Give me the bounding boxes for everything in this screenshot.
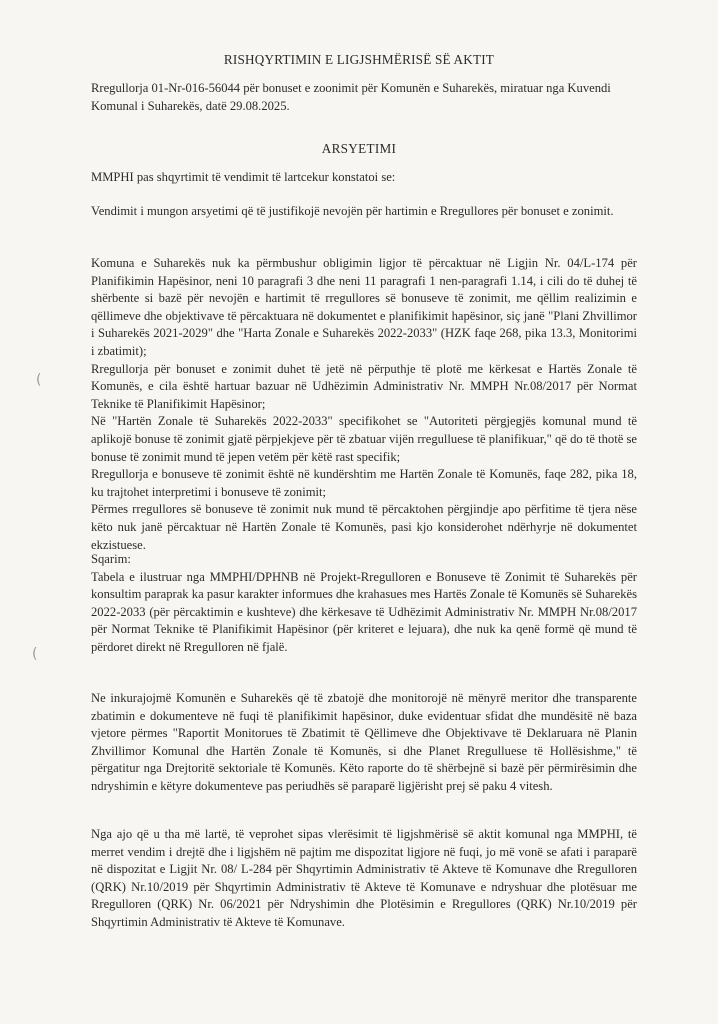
encouragement-text: Ne inkurajojmë Komunën e Suharekës që të zbatojë dhe monitorojë në mënyrë meritor dhe transparente zbatimin e dokumenteve në fuqi të planifikimit hapësinor, duke evidentuar sfidat dhe mundësitë në baza vjetore përmes "Raportit Monitorues të Zbatimit të Qëllimeve dhe Objektivave të Deklaruara në Planin Zhvillimor Komunal dhe Hartën Zonale të Komunës, si dhe Planet Rregulluese të Hollësishme," të përgatitur nga Drejtoritë sektoriale të Komunës. Këto raporte do të shërbejnë si bazë për përmirësimin dhe ndryshimin e këtyre dokumenteve pas periudhës së paraparë ligjërisht prej së paku 4 vitesh. (91, 691, 637, 793)
finding-item: Rregullorja e bonuseve të zonimit është në kundërshtim me Hartën Zonale të Komunës, faqe 282, pika 18, ku trajtohet interpretimi i bonuseve të zonimit; (91, 467, 637, 499)
margin-mark: ( (36, 372, 42, 388)
finding-item: Përmes rregullores së bonuseve të zonimit nuk mund të përcaktohen përgjindje apo përfitime të tjera nëse këto nuk janë përcaktuar në Hartën Zonale të Komunës, pasi kjo konsiderohet ndërhyrje në dokumentet ekzistuese. (91, 502, 637, 552)
clarification-label: Sqarim: (91, 552, 131, 566)
document-title: RISHQYRTIMIN E LIGJSHMËRISË SË AKTIT (223, 52, 495, 67)
statement-text: MMPHI pas shqyrtimit të vendimit të lartcekur konstatoi se: (91, 170, 396, 184)
findings-block (91, 255, 637, 554)
finding-paragraph (91, 203, 637, 221)
finding-item: Rregullorja për bonuset e zonimit duhet të jetë në përputhje të plotë me kërkesat e Hartës Zonale të Komunës, e cila është hartuar bazuar në Udhëzimin Administrativ Nr. MMPH Nr.08/2017 për Normat Teknike të Planifikimit Hapësinor; (91, 361, 637, 411)
intro-paragraph (91, 80, 637, 115)
clarification-block (91, 551, 637, 657)
section-heading: ARSYETIMI (321, 141, 397, 156)
clarification-text: Tabela e ilustruar nga MMPHI/DPHNB në Projekt-Rregulloren e Bonuseve të Zonimit të Suharekës për konsultim paraprak ka pasur karakter informues dhe krahasues mes Hartës Zonale të Komunës së Suharekës 2022-2033 (për përcaktimin e kushteve) dhe kërkesave të Udhëzimit Administrativ Nr. MMPH Nr.08/2017 për Normat Teknike të Planifikimit Hapësinor (për kriteret e lejuara), dhe nuk ka qenë formë që mund të përdoret direkt në Rregulloren në fjalë. (91, 569, 637, 654)
encouragement-paragraph (91, 690, 637, 796)
statement-paragraph (91, 169, 637, 187)
finding-item: Në "Hartën Zonale të Suharekës 2022-2033" specifikohet se "Autoriteti përgjegjës komunal mund të aplikojë bonuse të zonimit gjatë përpjekjeve për të zbatuar vijën rregulluese të planifikuar," që do të thotë se bonuse të zonimit mund të jepen vetëm për këtë rast specifik; (91, 414, 637, 464)
margin-mark: ( (32, 646, 38, 662)
intro-text: Rregullorja 01-Nr-016-56044 për bonuset e zoonimit për Komunën e Suharekës, miratuar nga Kuvendi Komunal i Suharekës, datë 29.08.2025. (91, 81, 611, 113)
conclusion-paragraph (91, 826, 637, 932)
finding-item: Komuna e Suharekës nuk ka përmbushur obligimin ligjor të përcaktuar në Ligjin Nr. 04/L-174 për Planifikimin Hapësinor, neni 10 paragrafi 3 dhe neni 11 paragrafi 1 nen-paragrafi 1.14, i cili do të duhej të shërbente si bazë për nevojën e hartimit të rregullores së bonuseve të zonimit, me qëllim realizimin e qëllimeve dhe objektivave të përcaktuara në dokumentet e planifikimit hapësinor, siç janë "Plani Zhvillimor i Suharekës 2021-2029" dhe "Harta Zonale e Suharekës 2022-2033" (HZK faqe 268, pika 13.3, Monitorimi i zbatimit); (91, 256, 637, 358)
conclusion-text: Nga ajo që u tha më lartë, të veprohet sipas vlerësimit të ligjshmërisë së aktit komunal nga MMPHI, të merret vendim i drejtë dhe i ligjshëm në pajtim me dispozitat ligjore në fuqi, jo më vonë se afati i paraparë në dispozitat e Ligjit Nr. 08/ L-284 për Shqyrtimin Administrativ të Akteve të Komunave dhe Rregulloren (QRK) Nr.10/2019 për Shqyrtimin Administrativ të Akteve të Komunave e ndryshuar dhe plotësuar me Rregulloren (QRK) Nr. 06/2021 për Ndryshimin dhe Plotësimin e Rregullores (QRK) Nr.10/2019 për Shqyrtimin Administrativ të Akteve të Komunave. (91, 827, 637, 929)
finding-text: Vendimit i mungon arsyetimi që të justifikojë nevojën për hartimin e Rregullores për bonuset e zonimit. (91, 204, 614, 218)
